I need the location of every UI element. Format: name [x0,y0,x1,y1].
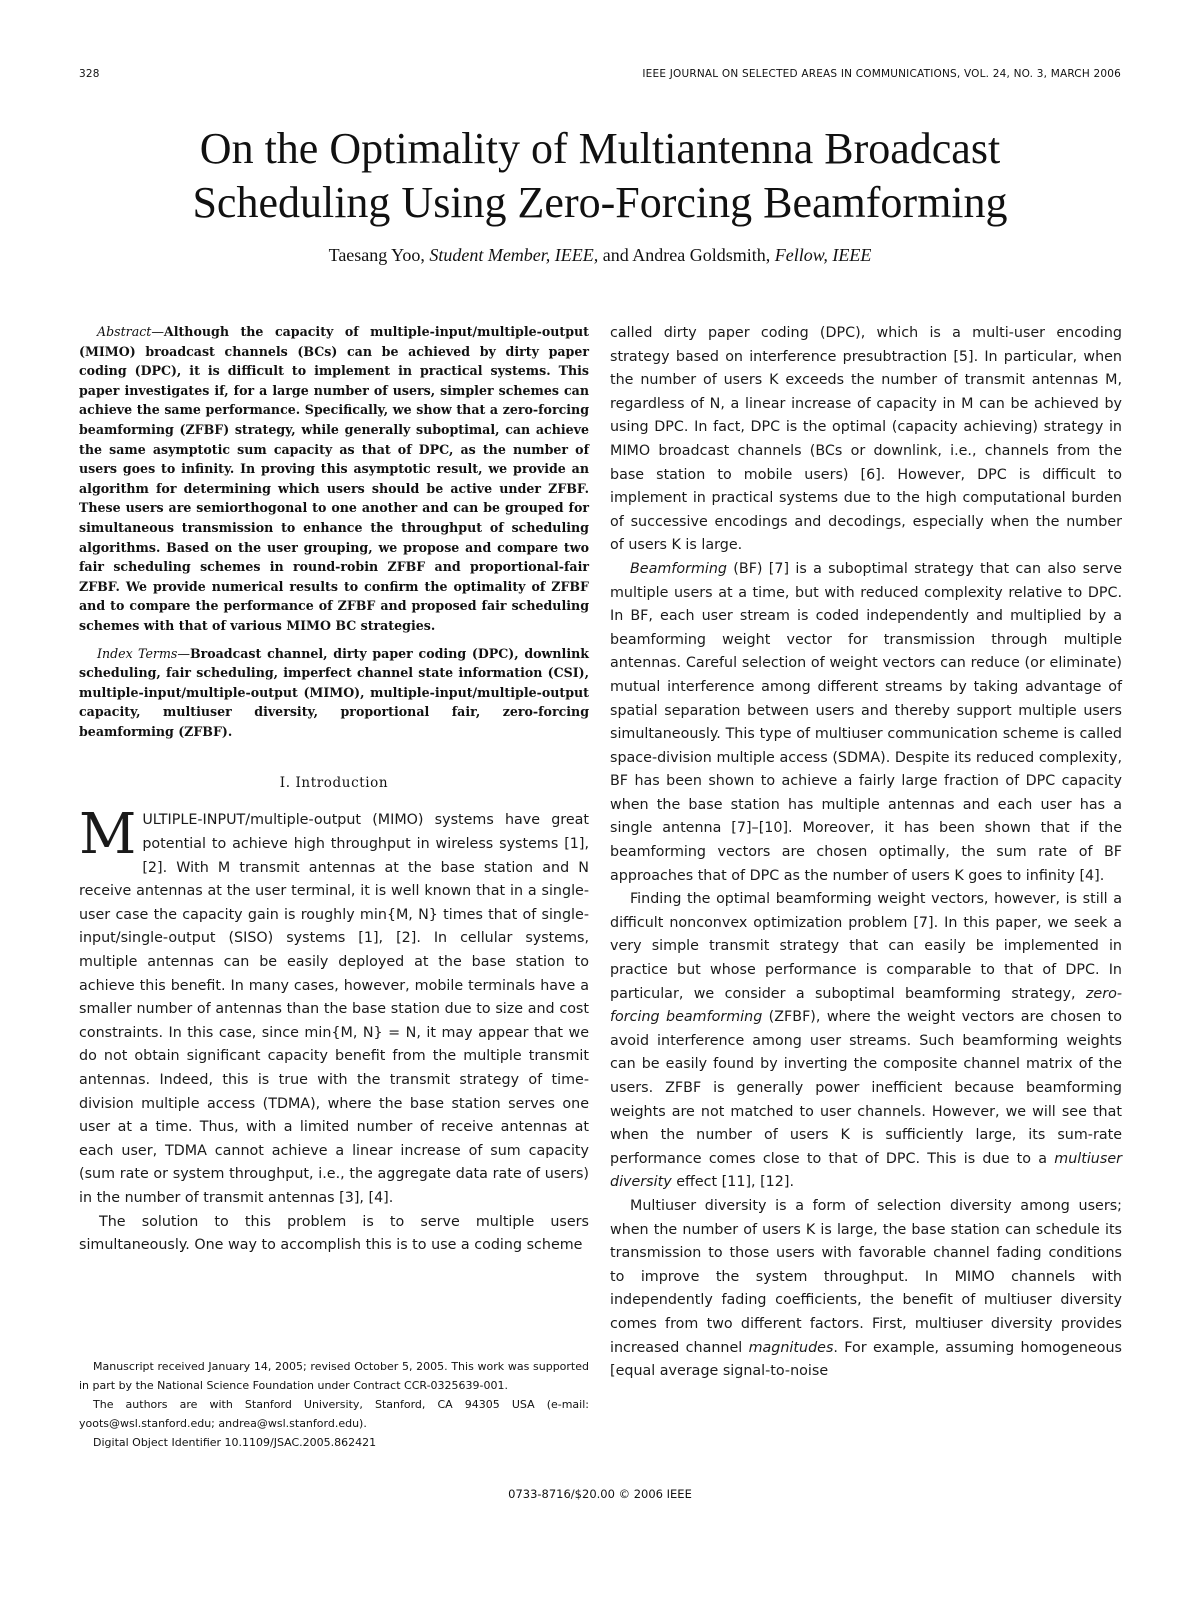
copyright-footer: 0733-8716/$20.00 © 2006 IEEE [508,1487,692,1501]
drop-cap: M [79,802,137,868]
author-1-title: Student Member, IEEE, [429,245,599,265]
left-column [79,322,589,1258]
page-number: 328 [79,68,100,80]
intro-p1-text: ULTIPLE-INPUT/multiple-output (MIMO) systems have great potential to achieve high throughput in wireless systems [1], [2]. With M transmit antennas at the base station and N receive antennas at the user terminal, it is well known that in a single-user case the capacity gain is roughly min{M, N} times that of single-input/single-output (SISO) systems [1], [2]. In cellular systems, multiple antennas can be easily deployed at the base station to achieve this benefit. In many cases, however, mobile terminals have a smaller number of antennas than the base station due to size and cost constraints. In this case, since min{M, N} = N, it may appear that we do not obtain significant capacity benefit from the multiple transmit antennas. Indeed, this is true with the transmit strategy of time-division multiple access (TDMA), where the base station serves one user at a time. Thus, with a limited number of receive antennas at each user, TDMA cannot achieve a linear increase of sum capacity (sum rate or system throughput, i.e., the aggregate data rate of users) in the number of transmit antennas [3], [4]. [79,812,589,1206]
index-terms-text: Broadcast channel, dirty paper coding (DPC), downlink scheduling, fair scheduling, imperfect channel state information (CSI), multiple-input/multiple-output (MIMO), multiple-input/multiple-output capacity, multiuser diversity, proportional fair, zero-forcing beamforming (ZFBF). [79,645,589,739]
footnote-doi: Digital Object Identifier 10.1109/JSAC.2005.862421 [93,1436,377,1449]
abstract [79,322,589,636]
author-2-title: Fellow, IEEE [774,245,872,265]
right-p3-b: (ZFBF), where the weight vectors are chosen to avoid interference among user streams. Such beamforming weights can be easily found by inverting the composite channel matrix of the users. ZFBF is generally power inefficient because beamforming weights are not matched to user channels. However, we will see that when the number of users K is sufficiently large, its sum-rate performance comes close to that of DPC. This is due to a [610,1009,1122,1167]
paper-title [0,122,1200,230]
section-heading: I. Introduction [279,775,389,792]
author-1: Taesang Yoo, [328,245,425,265]
footnote-manuscript: Manuscript received January 14, 2005; revised October 5, 2005. This work was supported in part by the National Science Foundation under Contract CCR-0325639-001. [79,1360,589,1392]
term-beamforming: Beamforming [630,560,727,577]
index-terms-label: Index Terms— [97,645,190,661]
right-paragraph-1: called dirty paper coding (DPC), which is a multi-user encoding strategy based on interference presubtraction [5]. In particular, when the number of users K exceeds the number of transmit antennas M, regardless of N, a linear increase of capacity in M can be achieved by using DPC. In fact, DPC is the optimal (capacity achieving) strategy in MIMO broadcast channels (BCs or downlink, i.e., channels from the base station to mobile users) [6]. However, DPC is difficult to implement in practical systems due to the high computational burden of successive encodings and decodings, especially when the number of users K is large. [610,325,1122,554]
right-paragraph-4 [610,1195,1122,1384]
right-p2-text: (BF) [7] is a suboptimal strategy that can also serve multiple users at a time, but with reduced complexity relative to DPC. In BF, each user stream is coded independently and multiplied by a beamforming weight vector for transmission through multiple antennas. Careful selection of weight vectors can reduce (or eliminate) mutual interference among different streams by taking advantage of spatial separation between users and thereby support multiple users simultaneously. This type of multiuser communication scheme is called space-division multiple access (SDMA). Despite its reduced complexity, BF has been shown to achieve a fairly large fraction of DPC capacity when the base station has multiple antennas and each user has a single antenna [7]–[10]. Moreover, it has been shown that if the beamforming vectors are chosen optimally, the sum rate of BF approaches that of DPC as the number of users K goes to infinity [4]. [610,560,1122,884]
right-paragraph-3 [610,888,1122,1195]
right-paragraph-2 [610,558,1122,888]
abstract-label: Abstract— [97,324,164,339]
term-magnitudes: magnitudes [748,1339,834,1356]
footnotes [79,1357,589,1452]
journal-title: IEEE JOURNAL ON SELECTED AREAS IN COMMUNICATIONS, VOL. 24, NO. 3, MARCH 2006 [642,68,1121,80]
author-2: and Andrea Goldsmith, [602,245,771,265]
title-line-1: On the Optimality of Multiantenna Broadcast [199,124,1001,173]
right-p3-c: effect [11], [12]. [671,1174,794,1191]
title-line-2: Scheduling Using Zero-Forcing Beamforming [192,178,1008,227]
footnote-authors: The authors are with Stanford University, Stanford, CA 94305 USA (e-mail: yoots@wsl.stanford.edu; andrea@wsl.stanford.edu). [79,1398,589,1430]
right-p4-a: Multiuser diversity is a form of selection diversity among users; when the number of users K is large, the base station can schedule its transmission to those users with favorable channel fading conditions to improve the system throughput. In MIMO channels with independently fading coefficients, the benefit of multiuser diversity comes from two different factors. First, multiuser diversity provides increased channel [610,1197,1122,1356]
right-column [610,322,1122,1384]
abstract-text: Although the capacity of multiple-input/multiple-output (MIMO) broadcast channels (BCs) can be achieved by dirty paper coding (DPC), it is difficult to implement in practical systems. This paper investigates if, for a large number of users, simpler schemes can achieve the same performance. Specifically, we show that a zero-forcing beamforming (ZFBF) strategy, while generally suboptimal, can achieve the same asymptotic sum capacity as that of DPC, as the number of users goes to infinity. In proving this asymptotic result, we provide an algorithm for determining which users should be active under ZFBF. These users are semiorthogonal to one another and can be grouped for simultaneous transmission to enhance the throughput of scheduling algorithms. Based on the user grouping, we propose and compare two fair scheduling schemes in round-robin ZFBF and proportional-fair ZFBF. We provide numerical results to confirm the optimality of ZFBF and to compare the performance of ZFBF and proposed fair scheduling schemes with that of various MIMO BC strategies. [79,324,589,633]
right-p3-a: Finding the optimal beamforming weight vectors, however, is still a difficult nonconvex optimization problem [7]. In this paper, we seek a very simple transmit strategy that can easily be implemented in practice but whose performance is comparable to that of DPC. In particular, we consider a suboptimal beamforming strategy, [610,891,1122,1002]
term-zfbf: zero-forcing beamforming [610,985,1122,1026]
intro-paragraph-2: The solution to this problem is to serve multiple users simultaneously. One way to accomplish this is to use a coding scheme [79,1213,589,1254]
term-multiuser-diversity: multiuser diversity [610,1150,1122,1191]
intro-paragraph-1 [79,802,589,1210]
index-terms [79,644,589,742]
author-line [0,245,1200,266]
right-p4-b: . For example, assuming homogeneous [equal average signal-to-noise [610,1339,1122,1380]
